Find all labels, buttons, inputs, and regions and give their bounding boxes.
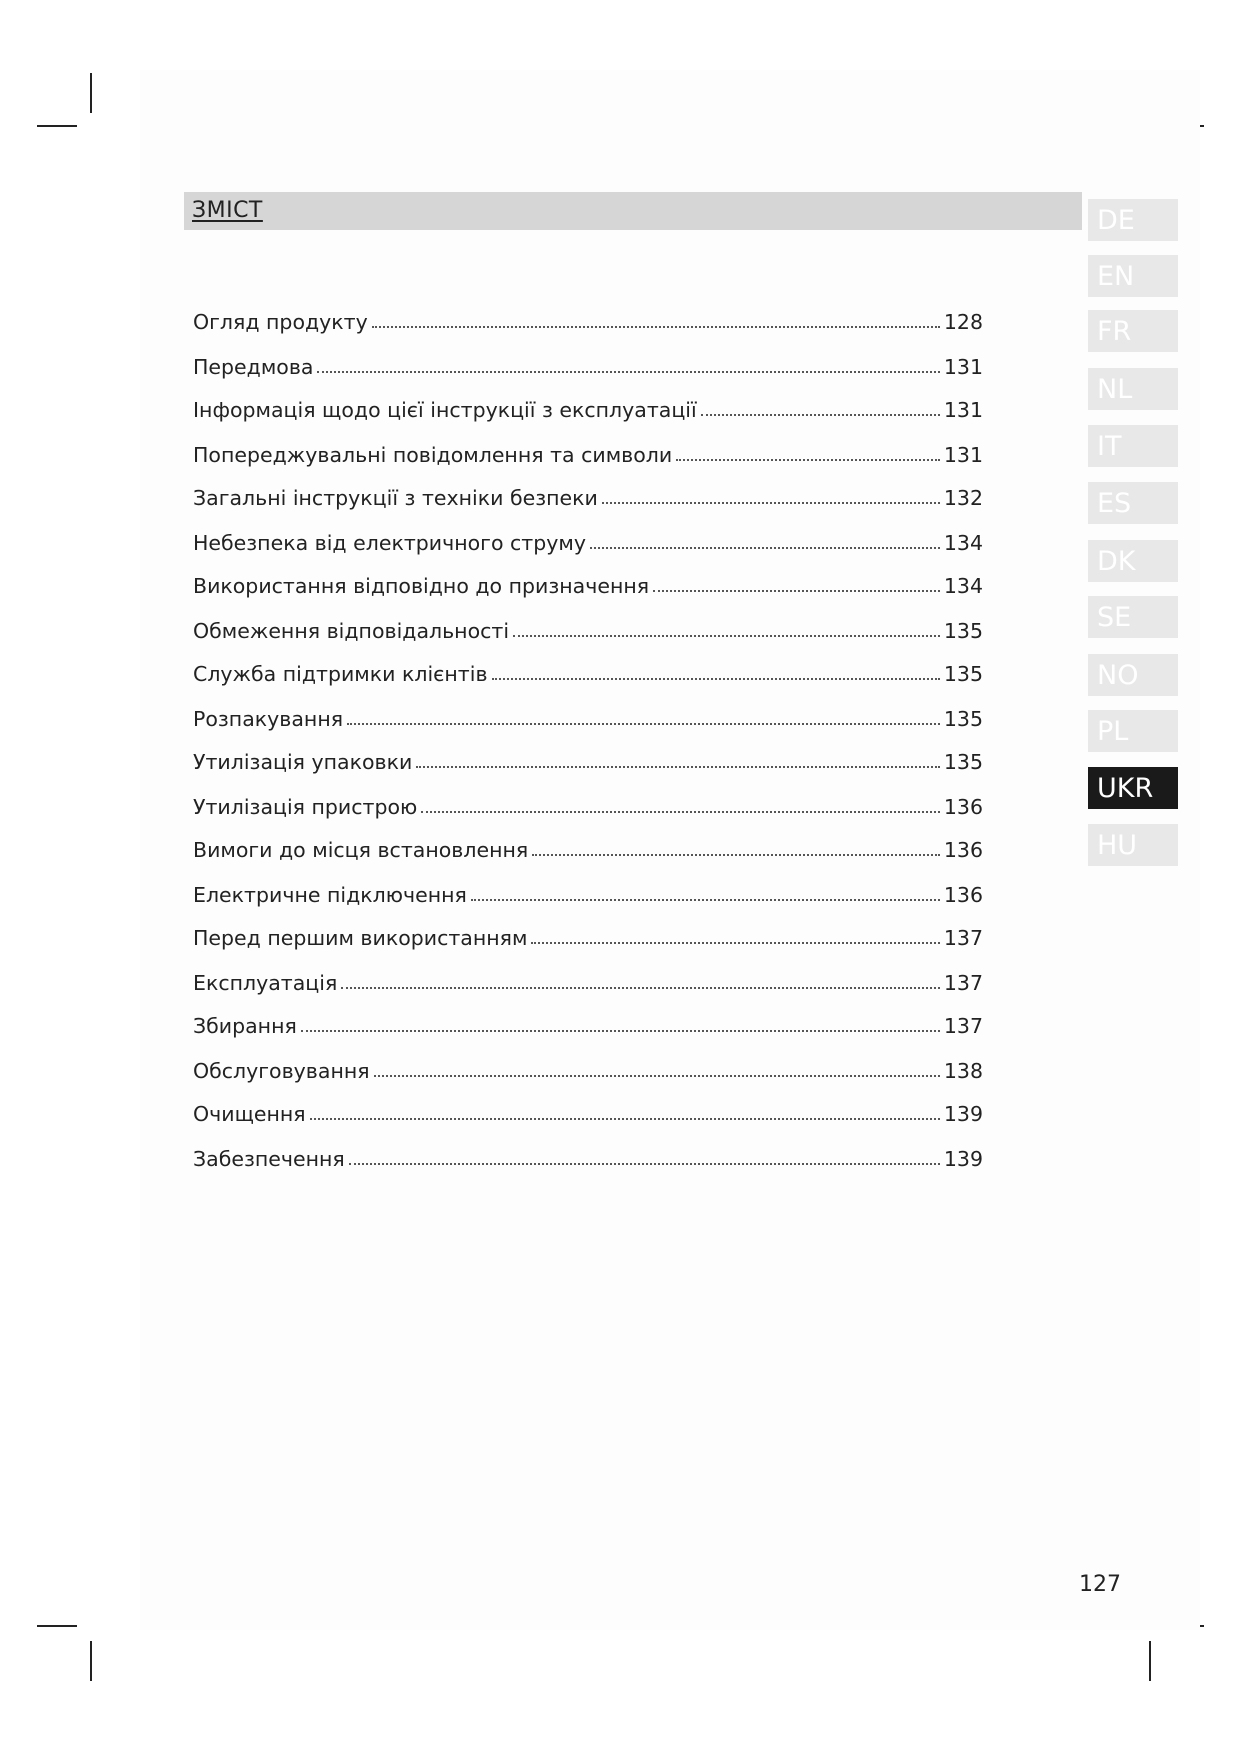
toc-entry[interactable]: [193, 740, 983, 774]
toc-entry[interactable]: [193, 1137, 983, 1171]
toc-entry[interactable]: [193, 785, 983, 819]
toc-entry-page: 137: [943, 926, 983, 950]
crop-mark-top-left-h: [37, 125, 77, 127]
language-tab-pl[interactable]: PL: [1088, 710, 1178, 752]
toc-leader-dots: [590, 546, 940, 549]
toc-entry[interactable]: [193, 1092, 983, 1126]
toc-entry-page: 139: [943, 1102, 983, 1126]
toc-leader-dots: [676, 458, 940, 461]
toc-entry-title: Перед першим використанням: [193, 926, 528, 950]
toc-leader-dots: [310, 1117, 940, 1120]
toc-entry[interactable]: [193, 521, 983, 555]
toc-leader-dots: [421, 810, 940, 813]
toc-entry-title: Попереджувальні повідомлення та символи: [193, 443, 673, 467]
toc-leader-dots: [341, 986, 940, 989]
toc-entry-page: 136: [943, 838, 983, 862]
toc-leader-dots: [701, 413, 940, 416]
language-tab-se[interactable]: SE: [1088, 596, 1178, 638]
page-title: ЗМІСТ: [192, 198, 263, 223]
language-tab-no[interactable]: NO: [1088, 654, 1178, 696]
toc-entry[interactable]: [193, 1049, 983, 1083]
toc-entry-title: Забезпечення: [193, 1147, 345, 1171]
crop-mark-bottom-left-v: [90, 1641, 92, 1681]
toc-entry-page: 131: [943, 355, 983, 379]
toc-entry-title: Передмова: [193, 355, 314, 379]
section-header-bar: [184, 192, 1082, 230]
toc-leader-dots: [471, 898, 940, 901]
language-tab-es[interactable]: ES: [1088, 482, 1178, 524]
toc-entry[interactable]: [193, 873, 983, 907]
language-tab-hu[interactable]: HU: [1088, 824, 1178, 866]
language-tab-fr[interactable]: FR: [1088, 310, 1178, 352]
toc-entry-page: 139: [943, 1147, 983, 1171]
toc-entry[interactable]: [193, 916, 983, 950]
toc-entry-title: Вимоги до місця встановлення: [193, 838, 529, 862]
toc-leader-dots: [374, 1074, 940, 1077]
toc-entry-page: 135: [943, 750, 983, 774]
toc-entry[interactable]: [193, 961, 983, 995]
toc-leader-dots: [301, 1029, 940, 1032]
toc-leader-dots: [653, 589, 940, 592]
toc-entry-title: Обслуговування: [193, 1059, 370, 1083]
toc-entry-title: Розпакування: [193, 707, 344, 731]
toc-leader-dots: [349, 1162, 940, 1165]
toc-entry[interactable]: [193, 652, 983, 686]
toc-entry[interactable]: [193, 433, 983, 467]
page-number: 127: [1079, 1572, 1121, 1597]
toc-leader-dots: [317, 370, 939, 373]
toc-entry-title: Небезпека від електричного струму: [193, 531, 586, 555]
toc-entry-title: Очищення: [193, 1102, 306, 1126]
toc-entry-title: Обмеження відповідальності: [193, 619, 510, 643]
language-tab-nl[interactable]: NL: [1088, 368, 1178, 410]
toc-leader-dots: [531, 941, 939, 944]
toc-entry-page: 135: [943, 619, 983, 643]
toc-entry-page: 131: [943, 398, 983, 422]
language-tab-en[interactable]: EN: [1088, 255, 1178, 297]
toc-entry-page: 138: [943, 1059, 983, 1083]
crop-mark-bottom-right-v: [1149, 1641, 1151, 1681]
toc-entry-page: 135: [943, 662, 983, 686]
language-tab-de[interactable]: DE: [1088, 199, 1178, 241]
toc-entry[interactable]: [193, 564, 983, 598]
toc-entry[interactable]: [193, 345, 983, 379]
toc-entry-title: Збирання: [193, 1014, 297, 1038]
language-tab-it[interactable]: IT: [1088, 425, 1178, 467]
toc-leader-dots: [532, 853, 940, 856]
toc-leader-dots: [372, 325, 940, 328]
toc-entry-title: Загальні інструкції з техніки безпеки: [193, 486, 598, 510]
toc-entry-page: 137: [943, 1014, 983, 1038]
toc-entry-page: 136: [943, 795, 983, 819]
toc-entry-page: 128: [943, 310, 983, 334]
toc-leader-dots: [492, 677, 940, 680]
toc-entry-title: Використання відповідно до призначення: [193, 574, 650, 598]
toc-entry-page: 135: [943, 707, 983, 731]
toc-entry-page: 134: [943, 531, 983, 555]
toc-entry[interactable]: [193, 476, 983, 510]
toc-leader-dots: [347, 722, 940, 725]
toc-entry-title: Утилізація упаковки: [193, 750, 413, 774]
toc-entry[interactable]: [193, 300, 983, 334]
toc-entry[interactable]: [193, 1004, 983, 1038]
toc-entry-page: 134: [943, 574, 983, 598]
toc-entry-title: Утилізація пристрою: [193, 795, 418, 819]
toc-entry-page: 137: [943, 971, 983, 995]
toc-entry[interactable]: [193, 388, 983, 422]
toc-entry-title: Електричне підключення: [193, 883, 467, 907]
toc-leader-dots: [416, 765, 940, 768]
language-tab-dk[interactable]: DK: [1088, 540, 1178, 582]
toc-entry-page: 132: [943, 486, 983, 510]
toc-entry-title: Експлуатація: [193, 971, 338, 995]
toc-entry[interactable]: [193, 697, 983, 731]
crop-mark-top-left-v: [90, 73, 92, 113]
toc-entry-title: Служба підтримки клієнтів: [193, 662, 488, 686]
language-tab-ukr[interactable]: UKR: [1088, 767, 1178, 809]
toc-entry-title: Огляд продукту: [193, 310, 368, 334]
toc-entry-title: Інформація щодо цієї інструкції з експлуатації: [193, 398, 697, 422]
crop-mark-bottom-left-h: [37, 1625, 77, 1627]
toc-leader-dots: [513, 634, 940, 637]
toc-entry-page: 131: [943, 443, 983, 467]
toc-entry[interactable]: [193, 828, 983, 862]
toc-leader-dots: [602, 501, 940, 504]
toc-entry[interactable]: [193, 609, 983, 643]
toc-entry-page: 136: [943, 883, 983, 907]
